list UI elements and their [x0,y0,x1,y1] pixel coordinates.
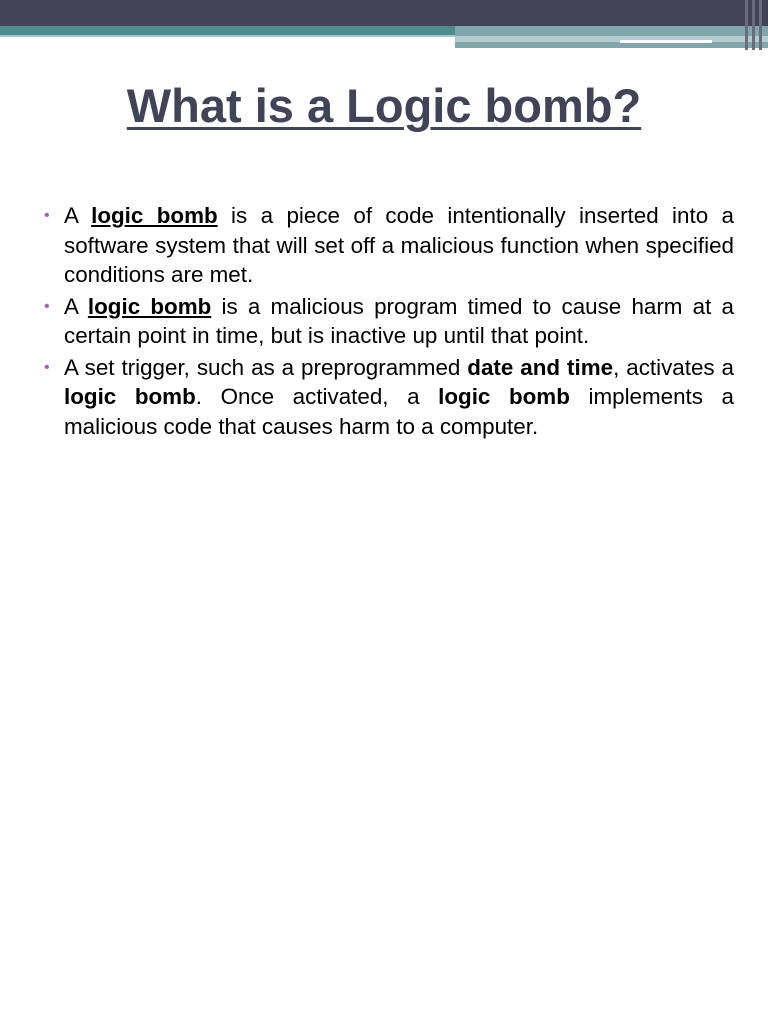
bullet-term: logic bomb [87,293,212,319]
bullet-text: . Once activated, a [195,384,439,409]
bullet-dot-icon: • [44,297,50,315]
bullet-text: A [64,203,92,228]
header-right-white-line [620,40,712,43]
bullet-term: logic bomb [438,384,570,409]
bullet-item [44,292,734,351]
bullet-item [44,353,734,442]
bullet-term: date and time [467,354,614,380]
bullet-term: logic bomb [64,384,196,409]
bullet-list [44,201,734,443]
bullet-dot-icon: • [44,358,50,376]
header-decoration [0,0,768,50]
bullet-text: is a piece of code intentionally inserted into a software system that will set off a malicious function when specified conditions are met. [64,203,734,287]
header-edge-stripe [759,0,762,50]
bullet-text: is a malicious program timed to cause harm at a certain point in time, but is inactive up until that point. [64,293,734,348]
bullet-dot-icon: • [44,207,50,224]
slide-title: What is a Logic bomb? [126,79,642,132]
header-right-inner-bar [455,36,768,42]
bullet-text: A set trigger, such as a preprogrammed [64,354,468,380]
header-edge-stripe [745,0,748,50]
header-dark-bar [0,0,768,26]
bullet-term: logic bomb [91,203,218,228]
bullet-text: , activates a [613,354,734,380]
bullet-text: implements a malicious code that causes harm to a computer. [64,384,734,439]
bullet-text: A [64,293,88,319]
bullet-item [44,201,734,290]
header-edge-stripe [752,0,755,50]
